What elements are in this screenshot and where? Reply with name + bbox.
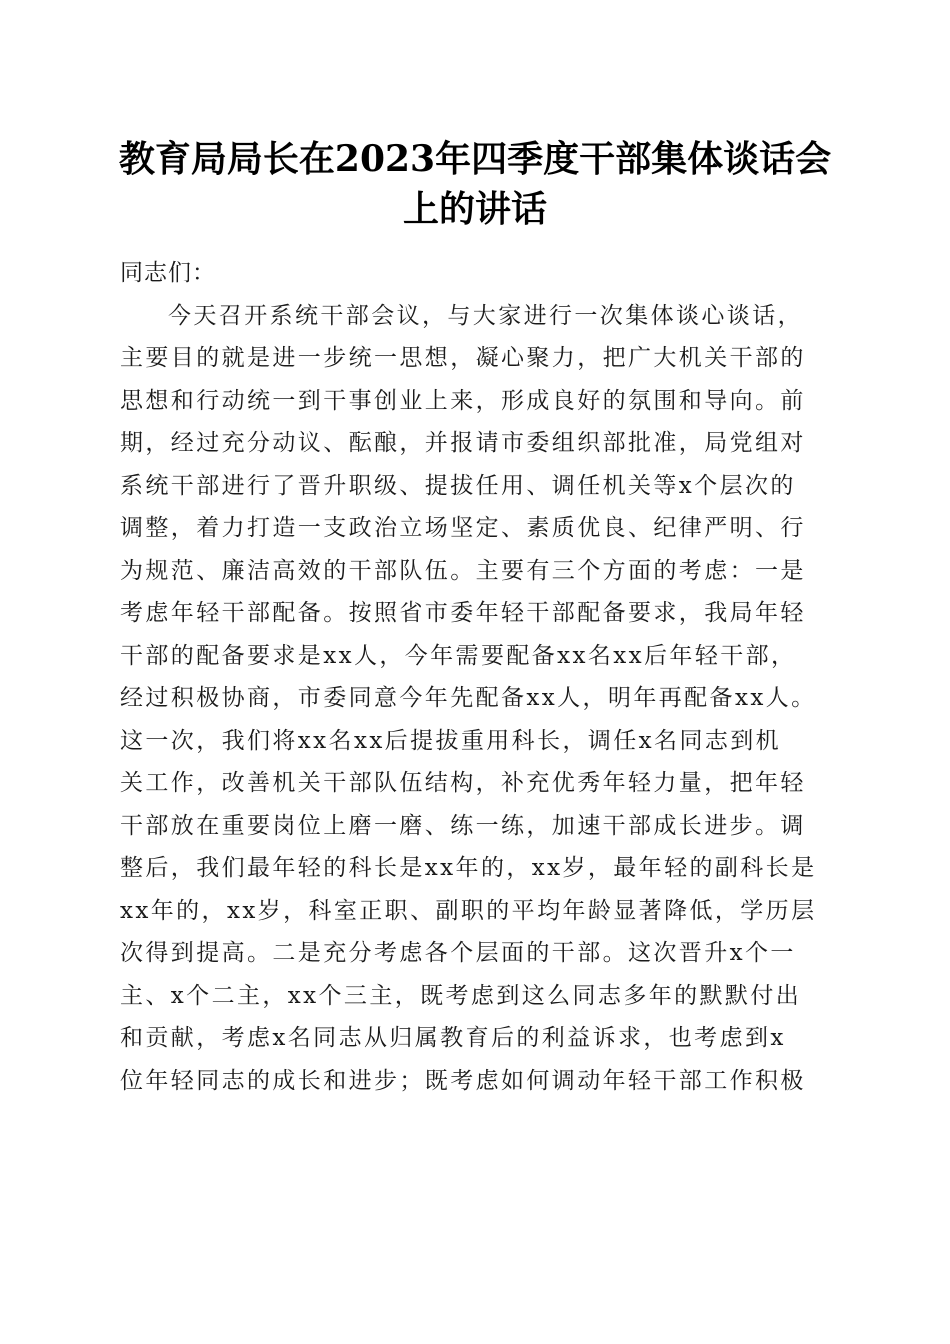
paragraph-line-7: 为规范、廉洁高效的干部队伍。主要有三个方面的考虑：一是 [120, 557, 806, 584]
paragraph-line-15: xx年的，xx岁，科室正职、副职的平均年龄显著降低，学历层 [120, 897, 817, 924]
paragraph-line-8: 考虑年轻干部配备。按照省市委年轻干部配备要求，我局年轻 [120, 600, 806, 626]
document-body [120, 252, 830, 1102]
paragraph-line-6: 调整，着力打造一支政治立场坚定、素质优良、纪律严明、行 [120, 515, 806, 541]
paragraph-line-3: 思想和行动统一到干事创业上来，形成良好的氛围和导向。前 [120, 387, 806, 414]
title-line-1: 教育局局长在2023年四季度干部集体谈话会 [118, 138, 832, 180]
paragraph-line-18: 和贡献，考虑x名同志从归属教育后的利益诉求，也考虑到x [120, 1025, 786, 1051]
paragraph-line-2: 主要目的就是进一步统一思想，凝心聚力，把广大机关干部的 [120, 345, 806, 371]
paragraph-line-12: 关工作，改善机关干部队伍结构，补充优秀年轻力量，把年轻 [120, 770, 806, 796]
greeting: 同志们： [120, 260, 216, 286]
document-title [100, 134, 850, 234]
paragraph-line-1: 今天召开系统干部会议，与大家进行一次集体谈心谈话， [168, 302, 803, 329]
paragraph-line-10: 经过积极协商，市委同意今年先配备xx人，明年再配备xx人。 [120, 685, 817, 711]
paragraph-line-5: 系统干部进行了晋升职级、提拔任用、调任机关等x个层次的 [120, 472, 796, 499]
paragraph-line-14: 整后，我们最年轻的科长是xx年的，xx岁，最年轻的副科长是 [120, 855, 817, 881]
paragraph-line-11: 这一次，我们将xx名xx后提拔重用科长，调任x名同志到机 [120, 727, 782, 754]
paragraph-line-13: 干部放在重要岗位上磨一磨、练一练，加速干部成长进步。调 [120, 812, 806, 839]
paragraph-line-19: 位年轻同志的成长和进步；既考虑如何调动年轻干部工作积极 [120, 1067, 806, 1094]
paragraph-line-4: 期，经过充分动议、酝酿，并报请市委组织部批准，局党组对 [120, 430, 806, 456]
title-line-2: 上的讲话 [402, 188, 547, 230]
paragraph-line-9: 干部的配备要求是xx人，今年需要配备xx名xx后年轻干部， [120, 642, 797, 669]
paragraph-line-17: 主、x个二主，xx个三主，既考虑到这么同志多年的默默付出 [120, 982, 802, 1009]
paragraph-line-16: 次得到提高。二是充分考虑各个层面的干部。这次晋升x个一 [120, 940, 796, 966]
